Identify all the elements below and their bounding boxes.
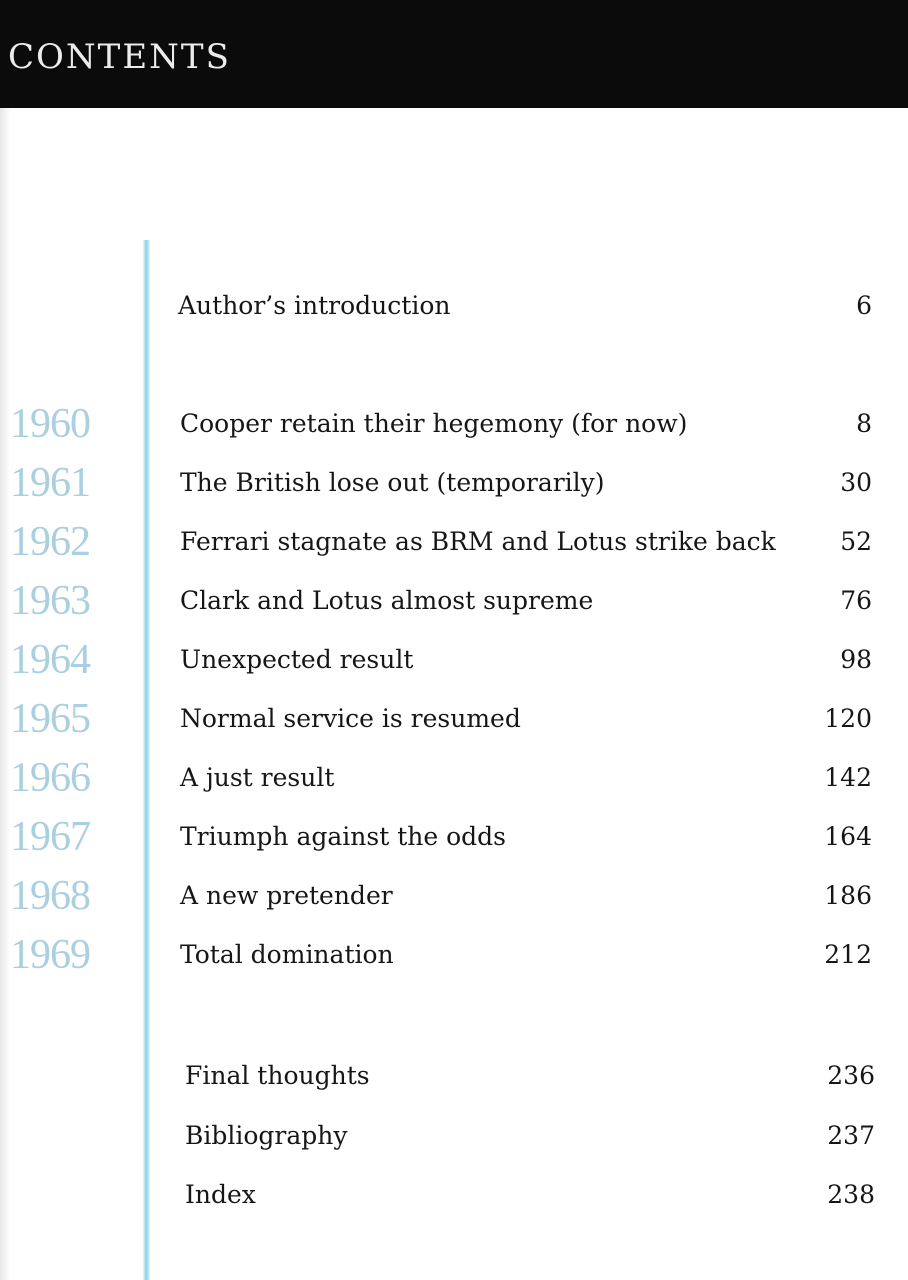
entry-title: Total domination	[180, 940, 394, 969]
entry-page-number: 8	[856, 409, 872, 438]
entry-title: Unexpected result	[180, 645, 414, 674]
entry-page-number: 236	[827, 1061, 875, 1090]
toc-entry-intro[interactable]	[0, 286, 908, 326]
entry-title: Author’s introduction	[178, 291, 451, 320]
toc-entry-chapter[interactable]	[0, 696, 908, 742]
chapter-year: 1965	[10, 696, 90, 742]
toc-entry-chapter[interactable]	[0, 932, 908, 978]
toc-entry-back-matter[interactable]	[0, 1056, 908, 1096]
toc-entry-chapter[interactable]	[0, 519, 908, 565]
toc-entry-chapter[interactable]	[0, 873, 908, 919]
entry-title: Bibliography	[185, 1121, 348, 1150]
entry-title: Final thoughts	[185, 1061, 370, 1090]
entry-page-number: 164	[824, 822, 872, 851]
entry-title: Index	[185, 1180, 256, 1209]
toc-entry-chapter[interactable]	[0, 460, 908, 506]
entry-title: A new pretender	[180, 881, 393, 910]
entry-page-number: 120	[824, 704, 872, 733]
toc-entry-back-matter[interactable]	[0, 1175, 908, 1215]
chapter-year: 1966	[10, 755, 90, 801]
entry-page-number: 52	[840, 527, 872, 556]
page-edge-shadow	[0, 108, 10, 1280]
chapter-year: 1969	[10, 932, 90, 978]
entry-page-number: 76	[840, 586, 872, 615]
entry-page-number: 6	[856, 291, 872, 320]
entry-title: A just result	[180, 763, 335, 792]
entry-page-number: 186	[824, 881, 872, 910]
toc-entry-chapter[interactable]	[0, 814, 908, 860]
entry-title: Normal service is resumed	[180, 704, 521, 733]
chapter-year: 1964	[10, 637, 90, 683]
entry-title: The British lose out (temporarily)	[180, 468, 605, 497]
header-band	[0, 0, 908, 108]
entry-page-number: 238	[827, 1180, 875, 1209]
entry-page-number: 142	[824, 763, 872, 792]
toc-entry-chapter[interactable]	[0, 755, 908, 801]
chapter-year: 1967	[10, 814, 90, 860]
entry-title: Ferrari stagnate as BRM and Lotus strike back	[180, 527, 776, 556]
chapter-year: 1960	[10, 401, 90, 447]
entry-title: Cooper retain their hegemony (for now)	[180, 409, 688, 438]
toc-entry-back-matter[interactable]	[0, 1116, 908, 1156]
entry-page-number: 98	[840, 645, 872, 674]
chapter-year: 1968	[10, 873, 90, 919]
toc-entry-chapter[interactable]	[0, 578, 908, 624]
entry-page-number: 237	[827, 1121, 875, 1150]
chapter-year: 1963	[10, 578, 90, 624]
page-title: CONTENTS	[8, 37, 231, 77]
entry-page-number: 30	[840, 468, 872, 497]
entry-title: Clark and Lotus almost supreme	[180, 586, 594, 615]
chapter-year: 1961	[10, 460, 90, 506]
chapter-year: 1962	[10, 519, 90, 565]
toc-entry-chapter[interactable]	[0, 401, 908, 447]
toc-entry-chapter[interactable]	[0, 637, 908, 683]
entry-title: Triumph against the odds	[180, 822, 506, 851]
entry-page-number: 212	[824, 940, 872, 969]
